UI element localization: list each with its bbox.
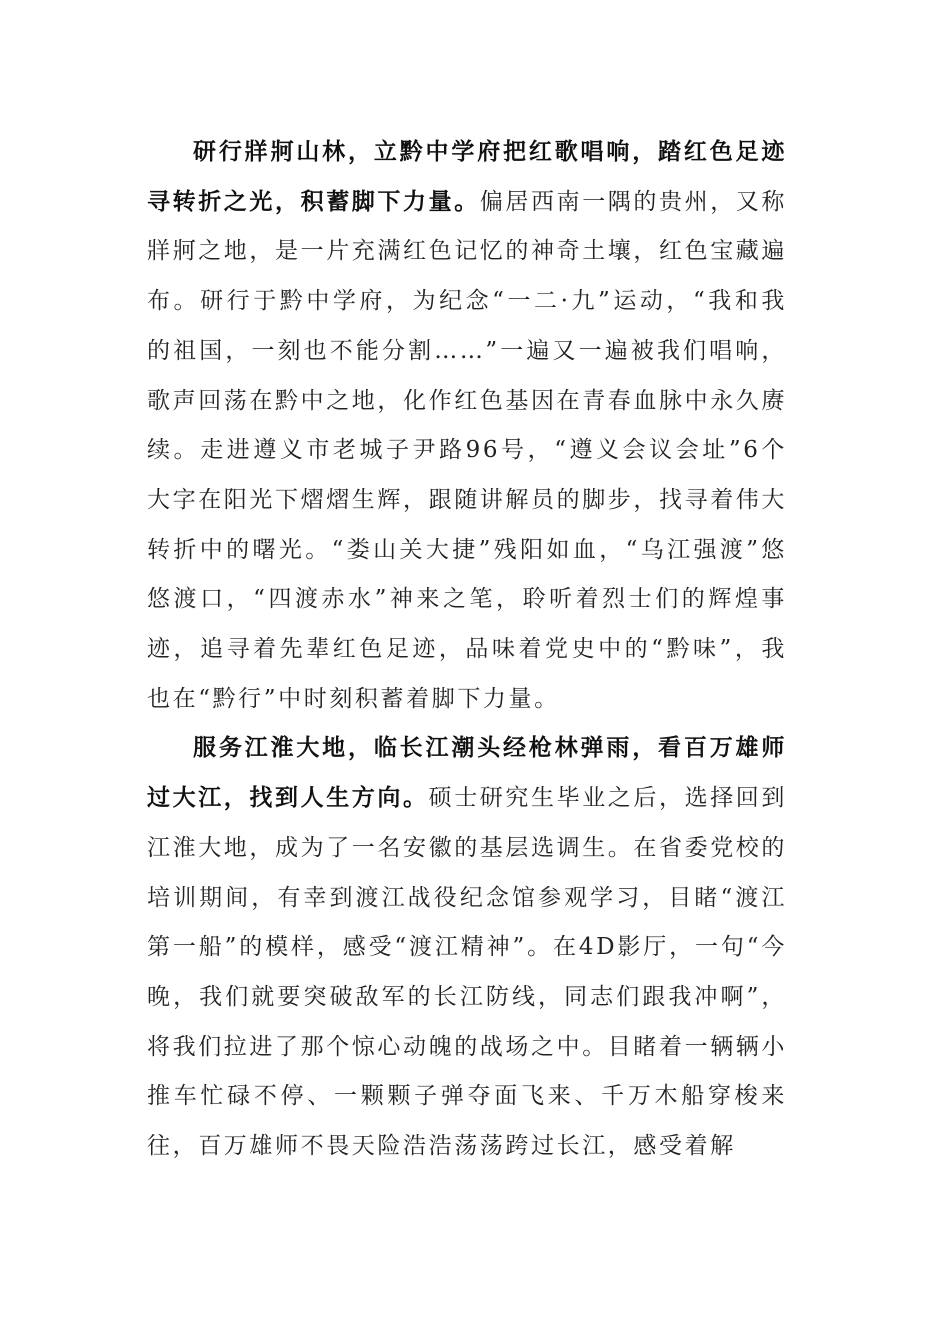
document-body: [147, 128, 787, 1172]
paragraph-2-text: 硕士研究生毕业之后，选择回到江淮大地，成为了一名安徽的基层选调生。在省委党校的培训期间，有幸到渡江战役纪念馆参观学习，目睹“渡江第一船”的模样，感受“渡江精神”。在4D影厅，一句“今晚，我们就要突破敌军的长江防线，同志们跟我冲啊”，将我们拉进了那个惊心动魄的战场之中。目睹着一辆辆小推车忙碌不停、一颗颗子弹夺面飞来、千万木船穿梭来往，百万雄师不畏天险浩浩荡荡跨过长江，感受着解: [147, 785, 788, 1160]
paragraph-2: [147, 724, 787, 1171]
paragraph-1: [147, 128, 787, 724]
paragraph-1-text: 偏居西南一隅的贵州，又称牂牁之地，是一片充满红色记忆的神奇土壤，红色宝藏遍布。研行于黔中学府，为纪念“一二·九”运动，“我和我的祖国，一刻也不能分割……”一遍又一遍被我们唱响，歌声回荡在黔中之地，化作红色基因在青春血脉中永久赓续。走进遵义市老城子尹路96号，“遵义会议会址”6个大字在阳光下熠熠生辉，跟随讲解员的脚步，找寻着伟大转折中的曙光。“娄山关大捷”残阳如血，“乌江强渡”悠悠渡口，“四渡赤水”神来之笔，聆听着烈士们的辉煌事迹，追寻着先辈红色足迹，品味着党史中的“黔味”，我也在“黔行”中时刻积蓄着脚下力量。: [147, 188, 788, 712]
paragraph-1-lead: 研行牂牁山林，立黔中学府把红歌唱响，踏红色足迹寻转折之光，积蓄脚下力量。: [147, 139, 787, 215]
paragraph-2-lead: 服务江淮大地，临长江潮头经枪林弹雨，看百万雄师过大江，找到人生方向。: [147, 735, 787, 812]
